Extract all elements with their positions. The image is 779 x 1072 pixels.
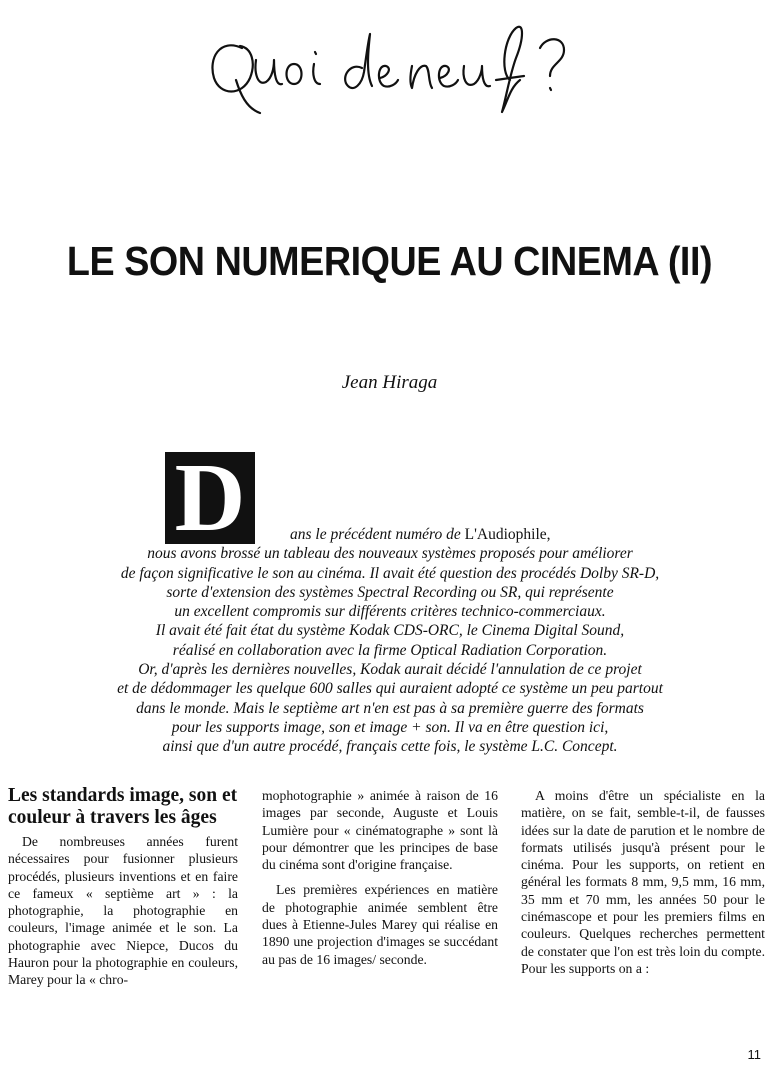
intro-line: réalisé en collaboration avec la firme Optical Radiation Corporation. — [172, 641, 608, 659]
column-1 — [8, 785, 238, 989]
intro-line-text: ans le précédent numéro de — [290, 526, 465, 543]
article-author: Jean Hiraga — [341, 372, 438, 393]
article-title: LE SON NUMERIQUE AU CINEMA (II) — [66, 238, 713, 284]
body-paragraph: Les premières expériences en matière de photographie animée semblent être dues à Etienne-Jules Marey qui réalise en 1890 une projection d'images se succédant au pas de 16 images/ seconde. — [262, 882, 498, 967]
body-paragraph: mophotographie » animée à raison de 16 images par seconde, Auguste et Louis Lumière pour « cinématographe » sont là pour démontrer que les principes de base du cinéma sont d'origine française. — [262, 788, 498, 873]
section-heading: Les standards image, son et couleur à travers les âges — [8, 785, 238, 828]
intro-line: et de dédommager les quelque 600 salles qui auraient adopté ce système un peu partout — [117, 680, 663, 698]
intro-line: un excellent compromis sur différents critères technico-commerciaux. — [174, 603, 606, 621]
body-paragraph: A moins d'être un spécialiste en la matière, on se fait, semble-t-il, de fausses idées sur la date de parution et le nombre de formats utilisés jusqu'à présent pour le cinéma. Pour les supports, on retient en général les formats 8 mm, 9,5 mm, 16 mm, 35 mm et 70 mm, les années 50 pour le cinémascope et pour les premiers films en couleurs. Quelques recherches permettent de constater que l'on est très loin du compte. Pour les supports on a : — [521, 788, 765, 976]
intro-line: sorte d'extension des systèmes Spectral Recording ou SR, qui représente — [166, 583, 614, 601]
intro-line: pour les supports image, son et image + son. Il va en être question ici, — [171, 718, 609, 736]
intro-line: Il avait été fait état du système Kodak CDS-ORC, le Cinema Digital Sound, — [155, 622, 625, 640]
intro-line: ainsi que d'un autre procédé, français cette fois, le système L.C. Concept. — [162, 738, 618, 756]
handwritten-signature — [190, 8, 580, 118]
intro-line: de façon significative le son au cinéma. Il avait été question des procédés Dolby SR-D, — [120, 564, 660, 582]
body-paragraph: De nombreuses années furent nécessaires pour fusionner plusieurs procédés, plusieurs inventions et en faire ce fameux « septième art » : la photographie, la photographie en couleurs, l'image animée et le son. La photographie avec Niepce, Ducos du Hauron pour la photographie en couleurs, Marey pour la « chro- — [8, 834, 238, 988]
column-3 — [521, 787, 765, 977]
intro-line: nous avons brossé un tableau des nouveaux systèmes proposés pour améliorer — [147, 545, 633, 563]
intro-line: Or, d'après les dernières nouvelles, Kodak aurait décidé l'annulation de ce projet — [138, 661, 642, 679]
intro-line: dans le monde. Mais le septième art n'en est pas à sa première guerre des formats — [136, 699, 644, 717]
drop-cap: D — [165, 452, 255, 544]
intro-line — [25, 525, 755, 544]
intro-paragraph — [25, 525, 755, 757]
page-number: 11 — [747, 1047, 761, 1062]
publication-name: L'Audiophile, — [464, 526, 551, 543]
column-2 — [262, 787, 498, 968]
